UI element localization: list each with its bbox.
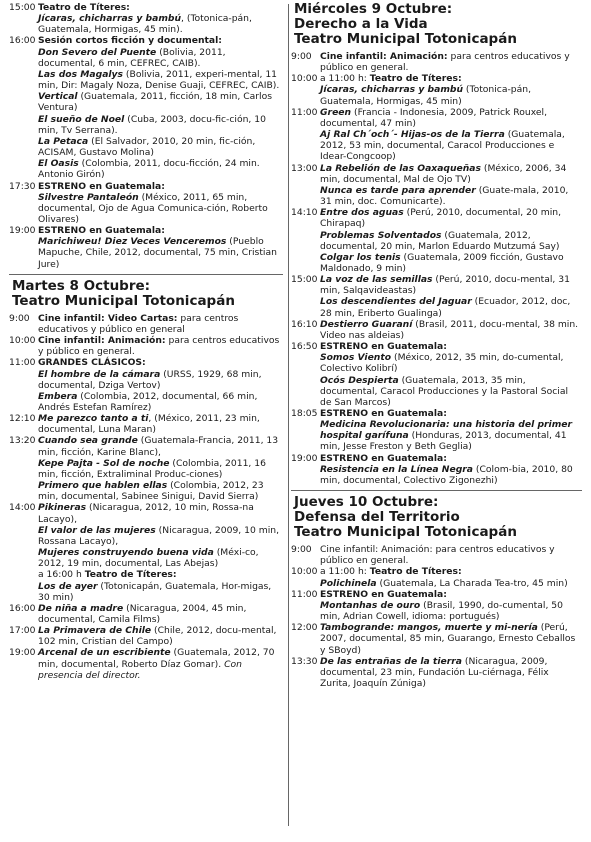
film-title: Polichinela: [320, 577, 377, 589]
entry-time: 10:00: [9, 335, 36, 347]
entry-line: [38, 625, 281, 647]
entry-line: [320, 589, 580, 600]
film-title: Jícaras, chicharras y bambú: [38, 13, 182, 25]
entry-details: (Colombia, 2012, 23 min, documental, Sabinee Sinigui, David Sierra): [38, 480, 264, 503]
entry-line: [38, 603, 281, 625]
entry-line: [38, 158, 281, 180]
entry-details: (Colombia, 2012, documental, 66 min, Andrés Estefan Ramírez): [38, 390, 258, 413]
entry-line: [320, 84, 580, 106]
entry-details: para centros educativos y público en general.: [320, 51, 570, 74]
entry-details: (Perú, 2007, documental, 85 min, Guarango, Ernesto Ceballos y SBoyd): [320, 622, 576, 656]
entry-line: [320, 375, 580, 408]
film-title: El valor de las mujeres: [38, 524, 156, 536]
film-title: Tambogrande: mangos, muerte y mi-nería: [320, 622, 538, 634]
entry-line: [38, 225, 281, 236]
entry-time: 16:00: [9, 602, 36, 614]
entry-time: 16:50: [291, 341, 318, 353]
section-heading: Miércoles 9 Octubre:: [294, 1, 453, 17]
entry-details: (Bolivia, 2011, documental, 6 min, CEFREC, CAIB).: [38, 46, 226, 69]
entry-line: [320, 207, 580, 229]
entry-label: Teatro de Títeres:: [369, 73, 462, 85]
entry-label: Teatro de Títeres:: [38, 2, 130, 13]
entry-label: ESTRENO en Guatemala:: [320, 341, 447, 353]
entry-line: [38, 181, 281, 192]
film-title: De niña a madre: [38, 602, 124, 614]
film-title: Medicina Revolucionaria: una historia del primer hospital garífuna: [320, 419, 573, 442]
entry-details: (Brasil, 2011, docu-mental, 38 min. Video nas aldeias): [320, 318, 579, 341]
program-section: [291, 491, 582, 693]
entry-time: 14:10: [291, 207, 318, 219]
entry-label: Sesión cortos ficción y documental:: [38, 35, 222, 47]
entry-body: [320, 408, 582, 453]
entry-line: [320, 185, 580, 207]
entry-time: 19:00: [9, 225, 36, 237]
entry-line: [320, 341, 580, 352]
entry-line: [320, 656, 580, 689]
entry-line: [320, 600, 580, 622]
entry-label: Teatro de Títeres:: [84, 569, 177, 581]
entry-line: [320, 296, 580, 318]
entry-line: [320, 107, 580, 129]
entry-time: 12:00: [291, 622, 318, 634]
entry-line: [38, 357, 281, 368]
entry-body: [320, 319, 582, 341]
schedule-entry: [291, 544, 582, 566]
entry-line: [38, 369, 281, 391]
entry-body: [320, 566, 582, 588]
entry-line: [38, 13, 281, 35]
entry-remark: Con presencia del director.: [38, 658, 242, 681]
schedule-entry: [9, 181, 283, 226]
entry-line: [320, 230, 580, 252]
entry-time: 10:00: [291, 566, 318, 578]
entry-details: (Colom-bia, 2010, 80 min, documental, Colectivo Zigonezhi): [320, 463, 573, 486]
film-title: Mujeres construyendo buena vida: [38, 547, 214, 559]
entry-time: 14:00: [9, 502, 36, 514]
schedule-entry: [9, 502, 283, 602]
entry-note: a 11:00 h:: [320, 566, 370, 578]
entry-line: [320, 544, 580, 566]
entry-line: [38, 413, 281, 435]
entry-details: , (México, 2011, 23 min, documental, Luna Maran): [38, 413, 260, 436]
program-section: [9, 275, 283, 685]
film-title: La voz de las semillas: [320, 274, 433, 286]
entry-label: ESTRENO en Guatemala:: [38, 225, 165, 237]
schedule-entry: [9, 313, 283, 335]
column-divider: [288, 4, 289, 826]
entry-body: [320, 163, 582, 208]
film-title: Colgar los tenis: [320, 251, 401, 263]
film-title: Silvestre Pantaleón: [38, 191, 139, 203]
entry-details: Cine infantil: Animación: para centros educativos y público en general.: [320, 544, 555, 567]
entry-time: 15:00: [291, 274, 318, 286]
entry-time: 16:00: [9, 35, 36, 47]
entry-details: (México, 2006, 34 min, documental, Mal de Ojo TV): [320, 162, 567, 185]
film-title: Nunca es tarde para aprender: [320, 184, 476, 196]
schedule-entry: [9, 357, 283, 413]
schedule-entry: [291, 341, 582, 408]
entry-time: 15:00: [9, 2, 36, 13]
schedule-entry: [291, 207, 582, 274]
film-title: Problemas Solventados: [320, 229, 442, 241]
entry-body: [320, 207, 582, 274]
entry-line: [38, 435, 281, 457]
entry-details: (Francia - Indonesia, 2009, Patrick Rouxel, documental, 47 min): [320, 106, 547, 129]
film-title: Vertical: [38, 91, 78, 103]
entry-details: (Guatemala, 2012, documental, 20 min, Marlon Eduardo Mutzumá Say): [320, 229, 560, 252]
section-heading: Jueves 10 Octubre:: [294, 494, 439, 511]
film-title: Primero que hablen ellas: [38, 480, 168, 492]
film-title: Resistencia en la Línea Negra: [320, 463, 474, 475]
entry-line: [38, 335, 281, 357]
entry-details: (Colombia, 2011, docu-ficción, 24 min. Antonio Girón): [38, 158, 260, 181]
schedule-entry: [9, 647, 283, 680]
schedule-entry: [9, 35, 283, 180]
schedule-entry: [9, 335, 283, 357]
entry-time: 9:00: [291, 544, 312, 556]
left-column: [9, 0, 283, 685]
entry-body: [320, 274, 582, 319]
entry-line: [38, 569, 281, 580]
film-title: Aj Ral Ch´och´- Hijas-os de la Tierra: [320, 129, 505, 141]
entry-label: ESTRENO en Guatemala:: [38, 180, 165, 192]
entry-details: (Guatemala, 2009 ficción, Gustavo Maldonado, 9 min): [320, 251, 564, 274]
schedule-entry: [291, 51, 582, 73]
entry-line: [38, 313, 281, 335]
entry-time: 11:00: [291, 106, 318, 118]
entry-details: (Totonicapán, Guatemala, Hor-migas, 30 min): [38, 580, 272, 603]
schedule-entry: [291, 589, 582, 622]
entry-line: [38, 547, 281, 569]
entry-details: (Perú, 2010, documental, 20 min, Chirapaq): [320, 207, 561, 230]
entry-details: (Nicaragua, 2009, documental, 23 min, Fundación Lu-ciérnaga, Félix Zurita, Joaquín Zúniga): [320, 655, 549, 689]
entry-line: [38, 525, 281, 547]
entry-details: (México, 2011, 65 min, documental, Ojo de Agua Comunica-ción, Roberto Olivares): [38, 191, 268, 225]
entry-time: 11:00: [9, 357, 36, 369]
schedule-entry: [291, 274, 582, 319]
entry-time: 10:00: [291, 73, 318, 85]
entry-time: 12:10: [9, 413, 36, 425]
entry-body: [38, 35, 283, 180]
schedule-entry: [291, 319, 582, 341]
entry-details: (Nicaragua, 2004, 45 min, documental, Camila Films): [38, 602, 247, 625]
entry-details: para centros educativos y público en general.: [38, 335, 280, 358]
entry-line: [38, 35, 281, 46]
entry-label: GRANDES CLÁSICOS:: [38, 357, 146, 369]
entry-body: [38, 357, 283, 413]
right-column: [291, 0, 582, 693]
entry-body: [38, 413, 283, 435]
entry-details: (Ecuador, 2012, doc, 28 min, Eriberto Gualinga): [320, 296, 571, 319]
entry-body: [38, 313, 283, 335]
film-title: Arcenal de un escribiente: [38, 647, 171, 659]
entry-line: [320, 319, 580, 341]
film-title: El sueño de Noel: [38, 113, 125, 125]
entry-details: (Cuba, 2003, docu-fic-ción, 10 min, Tv Serrana).: [38, 113, 266, 136]
entry-details: (URSS, 1929, 68 min, documental, Dziga Vertov): [38, 368, 262, 391]
entry-body: [320, 453, 582, 486]
entry-details: (México, 2012, 35 min, do-cumental, Colectivo Kolibrí): [320, 352, 564, 375]
schedule-entry: [291, 622, 582, 655]
film-title: Cuando sea grande: [38, 435, 138, 447]
film-title: Somos Viento: [320, 352, 392, 364]
entry-details: (Méxi-co, 2012, 19 min, documental, Las Abejas): [38, 547, 259, 570]
schedule-entry: [9, 413, 283, 435]
entry-line: [320, 566, 580, 577]
film-title: Los de ayer: [38, 580, 98, 592]
schedule-entry: [9, 2, 283, 35]
entry-body: [38, 625, 283, 647]
entry-line: [320, 419, 580, 452]
entry-body: [38, 603, 283, 625]
entry-time: 19:00: [291, 452, 318, 464]
entry-details: (El Salvador, 2010, 20 min, fic-ción, ACISAM, Gustavo Molina): [38, 135, 256, 159]
schedule-entry: [291, 163, 582, 208]
film-title: Jícaras, chicharras y bambú: [320, 84, 464, 96]
schedule-entry: [9, 225, 283, 270]
film-title: Embera: [38, 390, 78, 402]
entry-line: [320, 622, 580, 655]
entry-line: [38, 47, 281, 69]
entry-line: [320, 578, 580, 589]
entry-body: [38, 225, 283, 270]
entry-details: (Nicaragua, 2012, 10 min, Rossa-na Lacayo),: [38, 502, 254, 525]
entry-label: Cine infantil: Video Cartas:: [38, 312, 178, 324]
entry-time: 17:00: [9, 625, 36, 637]
film-title: Marichiweu! Diez Veces Venceremos: [38, 236, 227, 248]
entry-body: [320, 544, 582, 566]
entry-time: 16:10: [291, 318, 318, 330]
entry-line: [320, 51, 580, 73]
entry-details: (Chile, 2012, docu-mental, 102 min, Cristian del Campo): [38, 625, 277, 648]
film-title: Las dos Magalys: [38, 68, 124, 80]
entry-line: [320, 352, 580, 374]
schedule-entry: [291, 656, 582, 689]
entry-line: [38, 480, 281, 502]
entry-body: [320, 107, 582, 163]
entry-line: [38, 136, 281, 158]
entry-details: (Guatemala-Francia, 2011, 13 min, ficción, Karine Blanc),: [38, 435, 279, 458]
entry-line: [38, 647, 281, 680]
section-heading: Martes 8 Octubre:: [12, 277, 151, 294]
section-heading: Teatro Municipal Totonicapán: [294, 524, 517, 541]
section-heading: Defensa del Territorio: [294, 509, 460, 526]
entry-body: [38, 181, 283, 226]
entry-line: [320, 129, 580, 162]
entry-details: (Honduras, 2013, documental, 41 min, Jesse Freston y Beth Geglia): [320, 430, 567, 453]
entry-label: ESTRENO en Guatemala:: [320, 452, 447, 464]
entry-line: [320, 464, 580, 486]
entry-line: [320, 274, 580, 296]
entry-line: [38, 69, 281, 91]
film-title: La Primavera de Chile: [38, 625, 152, 637]
entry-label: Cine infantil: Animación:: [320, 51, 448, 62]
entry-label: ESTRENO en Guatemala:: [320, 588, 447, 600]
entry-details: (Nicaragua, 2009, 10 min, Rossana Lacayo),: [38, 524, 279, 547]
entry-details: (Guatemala, 2012, 53 min, documental, Caracol Producciones e Idear-Congcoop): [320, 129, 565, 163]
entry-details: (Colombia, 2011, 16 min, ficción, Extraliminal Produc-ciones): [38, 457, 266, 480]
entry-line: [38, 2, 281, 13]
entry-time: 9:00: [291, 51, 312, 62]
schedule-entry: [291, 453, 582, 486]
schedule-entry: [291, 566, 582, 588]
film-title: Los descendientes del Jaguar: [320, 296, 472, 308]
schedule-entry: [291, 73, 582, 106]
entry-body: [38, 2, 283, 35]
entry-body: [320, 622, 582, 655]
entry-line: [38, 236, 281, 269]
film-title: El hombre de la cámara: [38, 368, 161, 380]
entry-time: 13:30: [291, 655, 318, 667]
schedule-entry: [291, 107, 582, 163]
entry-line: [38, 502, 281, 524]
entry-note: a 11:00 h:: [320, 73, 370, 85]
film-title: Kepe Pajta - Sol de noche: [38, 457, 170, 469]
entry-body: [320, 656, 582, 689]
entry-details: (Guate-mala, 2010, 31 min, doc. Comunicarte).: [320, 184, 569, 208]
film-title: Me parezco tanto a ti: [38, 413, 149, 425]
entry-details: (Brasil, 1990, do-cumental, 50 min, Adrian Cowell, idioma: portugués): [320, 599, 563, 623]
entry-line: [38, 114, 281, 136]
entry-body: [320, 341, 582, 408]
entry-time: 13:20: [9, 435, 36, 447]
entry-line: [38, 581, 281, 603]
film-title: Don Severo del Puente: [38, 46, 157, 58]
entry-body: [320, 51, 582, 73]
entry-line: [320, 453, 580, 464]
entry-line: [38, 91, 281, 113]
section-heading: Teatro Municipal Totonicapán: [12, 292, 235, 309]
entry-details: , (Totonica-pán, Guatemala, Hormigas, 45 min).: [38, 13, 252, 36]
program-section: [291, 0, 582, 490]
schedule-entry: [9, 603, 283, 625]
schedule-entry: [9, 435, 283, 502]
film-title: Pikineras: [38, 502, 87, 514]
entry-details: (Totonica-pán, Guatemala, Hormigas, 45 min): [320, 84, 531, 107]
entry-body: [38, 335, 283, 357]
entry-details: (Guatemala, 2013, 35 min, documental, Caracol Producciones y la Pastoral Social de San Marcos): [320, 374, 569, 408]
entry-line: [320, 73, 580, 84]
entry-details: (Guatemala, 2011, ficción, 18 min, Carlos Ventura): [38, 91, 272, 114]
film-title: El Oasis: [38, 158, 79, 170]
entry-time: 13:00: [291, 162, 318, 174]
entry-time: 17:30: [9, 180, 36, 192]
entry-line: [320, 252, 580, 274]
film-title: Entre dos aguas: [320, 207, 404, 219]
entry-time: 11:00: [291, 588, 318, 600]
entry-line: [38, 458, 281, 480]
entry-label: ESTRENO en Guatemala:: [320, 408, 447, 419]
entry-line: [38, 192, 281, 225]
entry-time: 9:00: [9, 312, 30, 324]
entry-details: (Guatemala, La Charada Tea-tro, 45 min): [376, 577, 568, 589]
schedule-entry: [9, 625, 283, 647]
program-section: [9, 0, 283, 274]
entry-body: [320, 73, 582, 106]
schedule-entry: [291, 408, 582, 453]
entry-line: [38, 391, 281, 413]
entry-note: a 16:00 h: [38, 569, 85, 581]
entry-time: 19:00: [9, 647, 36, 659]
film-title: Destierro Guaraní: [320, 318, 413, 330]
entry-details: (Perú, 2010, docu-mental, 31 min, Salqavideastas): [320, 274, 570, 297]
film-title: Montanhas de ouro: [320, 599, 421, 611]
entry-time: 18:05: [291, 408, 318, 419]
entry-body: [38, 647, 283, 680]
entry-line: [320, 163, 580, 185]
entry-label: Cine infantil: Animación:: [38, 335, 166, 347]
entry-details: (Guatemala, 2012, 70 min, documental, Roberto Díaz Gomar).: [38, 647, 275, 670]
entry-body: [38, 502, 283, 602]
entry-details: (Pueblo Mapuche, Chile, 2012, documental, 75 min, Cristian Jure): [38, 236, 277, 270]
film-title: La Rebelión de las Oaxaqueñas: [320, 162, 481, 174]
entry-body: [38, 435, 283, 502]
entry-body: [320, 589, 582, 622]
entry-details: para centros educativos y público en general: [38, 312, 239, 335]
film-title: Ocós Despierta: [320, 374, 399, 386]
entry-label: Teatro de Títeres:: [369, 566, 462, 578]
film-title: Green: [320, 106, 352, 118]
film-title: De las entrañas de la tierra: [320, 655, 462, 667]
film-title: La Petaca: [38, 135, 89, 147]
entry-details: (Bolivia, 2011, experi-mental, 11 min, Dir: Magaly Noza, Denise Guaji, CEFREC, CAIB).: [38, 68, 280, 92]
section-heading: Derecho a la Vida: [294, 16, 428, 32]
entry-line: [320, 408, 580, 419]
section-heading: Teatro Municipal Totonicapán: [294, 31, 517, 47]
